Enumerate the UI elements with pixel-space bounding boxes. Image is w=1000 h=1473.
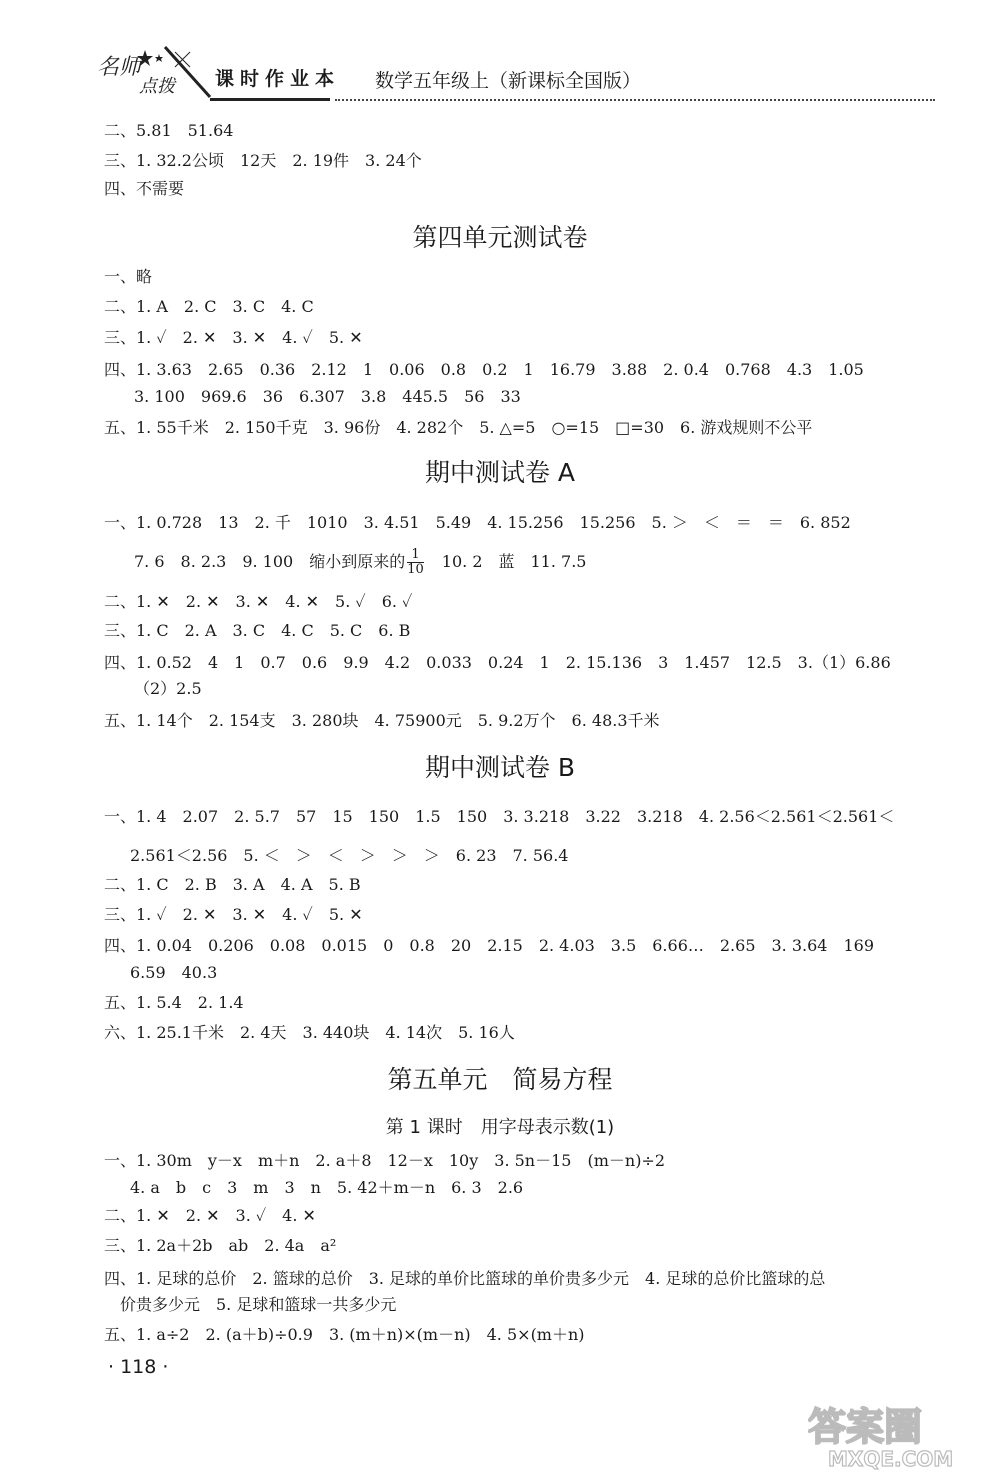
svg-text:点拨: 点拨 [139, 76, 175, 97]
answer-line: 一、1. 30m y－x m＋n 2. a＋8 12－x 10y 3. 5n－15 (m－n)÷2 [104, 1151, 666, 1170]
answer-line: 价贵多少元 5. 足球和篮球一共多少元 [120, 1295, 397, 1314]
answer-line: 三、1. C 2. A 3. C 4. C 5. C 6. B [104, 621, 411, 640]
answer-line: 五、1. 55千米 2. 150千克 3. 96份 4. 282个 5. △=5 ○=15 □=30 6. 游戏规则不公平 [104, 418, 813, 437]
header-dotted-rule [335, 99, 935, 101]
fraction [407, 548, 424, 577]
answer-line: 6.59 40.3 [130, 963, 218, 982]
fraction-denominator: 10 [407, 562, 424, 577]
answer-line: 4. a b c 3 m 3 n 5. 42＋m－n 6. 3 2.6 [130, 1178, 524, 1197]
book-name: 课时作业本 [215, 68, 341, 90]
answer-line: 二、1. C 2. B 3. A 4. A 5. B [104, 875, 361, 894]
answer-line: 四、1. 足球的总价 2. 篮球的总价 3. 足球的单价比篮球的单价贵多少元 4. 足球的总价比篮球的总 [104, 1269, 826, 1288]
answer-line: 3. 100 969.6 36 6.307 3.8 445.5 56 33 [134, 387, 521, 406]
section-title: 期中测试卷 A [424, 458, 576, 487]
section-title: 期中测试卷 B [424, 753, 576, 782]
answer-line: 四、1. 0.52 4 1 0.7 0.6 9.9 4.2 0.033 0.24 1 2. 15.136 3 1.457 12.5 3.（1）6.86 [104, 653, 891, 672]
page-header [95, 42, 935, 102]
answer-line: 四、不需要 [104, 179, 185, 198]
answer-line: 二、1. ✕ 2. ✕ 3. ✕ 4. ✕ 5. ✓ 6. ✓ [104, 592, 413, 611]
lesson-title: 第 1 课时 用字母表示数(1) [385, 1117, 615, 1138]
answer-line: 二、5.81 51.64 [104, 121, 234, 140]
answer-line: 三、1. 32.2公顷 12天 2. 19件 3. 24个 [104, 151, 422, 170]
answer-line: 六、1. 25.1千米 2. 4天 3. 440块 4. 14次 5. 16人 [104, 1023, 515, 1042]
answer-line: （2）2.5 [134, 679, 202, 698]
svg-text:答案圈: 答案圈 [808, 1405, 923, 1449]
page-number: · 118 · [108, 1356, 169, 1378]
answer-line: 四、1. 3.63 2.65 0.36 2.12 1 0.06 0.8 0.2 1 16.79 3.88 2. 0.4 0.768 4.3 1.05 [104, 360, 864, 379]
answer-line: 三、1. ✓ 2. ✕ 3. ✕ 4. ✓ 5. ✕ [104, 328, 363, 347]
answer-line: 2.561＜2.56 5. ＜ ＞ ＜ ＞ ＞ ＞ 6. 23 7. 56.4 [130, 846, 569, 865]
answer-line: 五、1. 14个 2. 154支 3. 280块 4. 75900元 5. 9.2万个 6. 48.3千米 [104, 711, 660, 730]
answer-text: 7. 6 8. 2.3 9. 100 缩小到原来的 [134, 552, 406, 571]
answer-line: 一、1. 4 2.07 2. 5.7 57 15 150 1.5 150 3. 3.218 3.22 3.218 4. 2.56＜2.561＜2.561＜ [104, 807, 895, 826]
logo [95, 42, 215, 98]
header-rule [210, 98, 330, 101]
watermark-logo [808, 1400, 988, 1472]
section-title: 第五单元 简易方程 [387, 1065, 613, 1094]
svg-text:MXQE.COM: MXQE.COM [828, 1447, 954, 1471]
answer-line: 三、1. 2a＋2b ab 2. 4a a² [104, 1236, 337, 1255]
answer-text: 10. 2 蓝 11. 7.5 [425, 552, 587, 571]
answer-line: 一、1. 0.728 13 2. 千 1010 3. 4.51 5.49 4. 15.256̇ 15.256 5. ＞ ＜ ＝ ＝ 6. 852 [104, 513, 851, 532]
svg-text:名师: 名师 [97, 55, 142, 80]
answer-line: 三、1. ✓ 2. ✕ 3. ✕ 4. ✓ 5. ✕ [104, 905, 363, 924]
answer-line: 二、1. A 2. C 3. C 4. C [104, 297, 314, 316]
answer-line [134, 548, 586, 577]
answer-line: 四、1. 0.04 0.206 0.08 0.015 0 0.8 20 2.15 2. 4.03 3.5 6.66… 2.65 3. 3.64 169 [104, 936, 875, 955]
fraction-numerator: 1 [407, 548, 424, 563]
answer-line: 五、1. a÷2 2. (a＋b)÷0.9 3. (m＋n)×(m－n) 4. 5×(m＋n) [104, 1325, 585, 1344]
section-title: 第四单元测试卷 [412, 223, 588, 252]
answer-line: 二、1. ✕ 2. ✕ 3. ✓ 4. ✕ [104, 1206, 316, 1225]
answer-line: 五、1. 5.4 2. 1.4 [104, 993, 244, 1012]
answer-line: 一、略 [104, 267, 153, 286]
book-subtitle: 数学五年级上（新课标全国版） [375, 70, 642, 92]
